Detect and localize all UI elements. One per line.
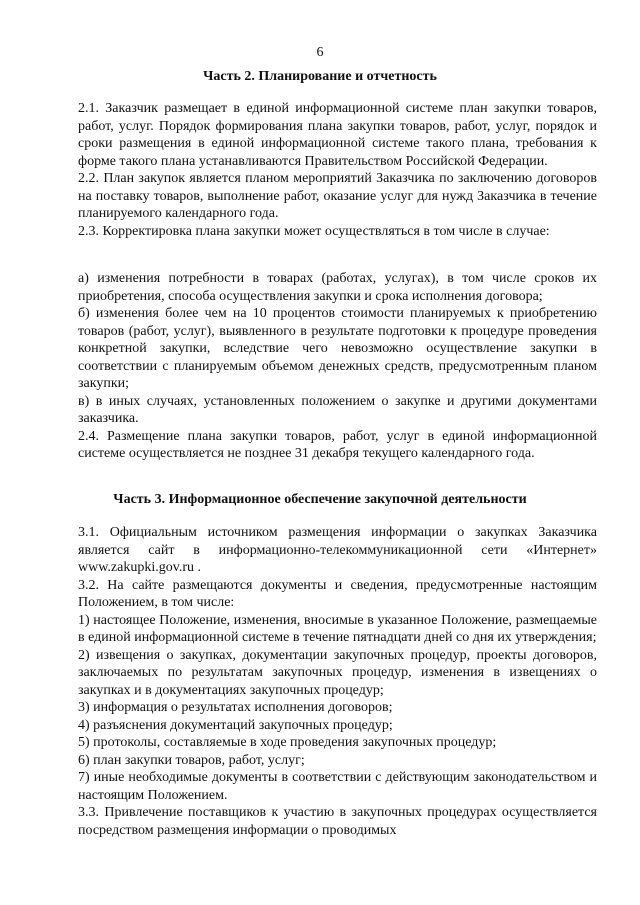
list-item-6: 6) план закупки товаров, работ, услуг;	[78, 752, 305, 768]
list-item-3: 3) информация о результатах исполнения договоров;	[78, 700, 393, 715]
paragraph-2-1: 2.1. Заказчик размещает в единой информационной системе план закупки товаров, работ, услуг. Порядок формирования плана закупки товаров, работ, услуг, порядок и сроки размещения в единой информационной системе такого плана, требования к форме такого плана устанавливаются Правительством Российской Федерации.	[78, 101, 597, 169]
paragraph-3-3: 3.3. Привлечение поставщиков к участию в закупочных процедурах осуществляется посредством размещения информации о проводимых	[78, 805, 597, 838]
paragraph-2-2: 2.2. План закупок является планом мероприятий Заказчика по заключению договоров на поставку товаров, выполнение работ, оказание услуг для нужд Заказчика в течение планируемого календарного года.	[78, 171, 597, 221]
paragraph-3-1: 3.1. Официальным источником размещения информации о закупках Заказчика является сайт в информационно-телекоммуникационной сети «Интернет» www.zakupki.gov.ru .	[78, 525, 597, 575]
page-number: 6	[316, 45, 324, 60]
part2-list-block	[78, 270, 597, 463]
paragraph-2-4: 2.4. Размещение плана закупки товаров, работ, услуг в единой информационной системе осуществляется не позднее 31 декабря текущего календарного года.	[78, 428, 597, 461]
list-item-b: б) изменения более чем на 10 процентов стоимости планируемых к приобретению товаров (работ, услуг), выявленного в результате подготовки к процедуре проведения конкретной закупки, вследствие чего невозможно осуществление закупки в соответствии с планируемым объемом денежных средств, предусмотренным планом закупки;	[78, 306, 597, 391]
list-item-5: 5) протоколы, составляемые в ходе проведения закупочных процедур;	[78, 735, 497, 750]
part2-heading: Часть 2. Планирование и отчетность	[203, 69, 437, 84]
paragraph-2-3: 2.3. Корректировка плана закупки может осуществляться в том числе в случае:	[78, 223, 550, 239]
list-item-7: 7) иные необходимые документы в соответствии с действующим законодательством и настоящим Положением.	[78, 770, 597, 803]
list-item-v: в) в иных случаях, установленных положением о закупке и другими документами заказчика.	[78, 393, 597, 426]
part3-block	[78, 524, 597, 839]
part2-intro-block	[78, 100, 597, 240]
list-item-2: 2) извещения о закупках, документации закупочных процедур, проекты договоров, заключаемых по результатам закупочных процедур, изменения в извещениях о закупках и в документациях закупочных процедур;	[78, 647, 597, 698]
list-item-4: 4) разъяснения документаций закупочных процедур;	[78, 717, 393, 733]
list-item-1: 1) настоящее Положение, изменения, вносимые в указанное Положение, размещаемые в единой информационной системе в течение пятнадцати дней со дня их утверждения;	[78, 612, 597, 645]
paragraph-3-2: 3.2. На сайте размещаются документы и сведения, предусмотренные настоящим Положением, в том числе:	[78, 577, 597, 610]
list-item-a: а) изменения потребности в товарах (работах, услугах), в том числе сроков их приобретения, способа осуществления закупки и срока исполнения договора;	[78, 271, 597, 304]
part3-heading: Часть 3. Информационное обеспечение закупочной деятельности	[113, 492, 527, 507]
